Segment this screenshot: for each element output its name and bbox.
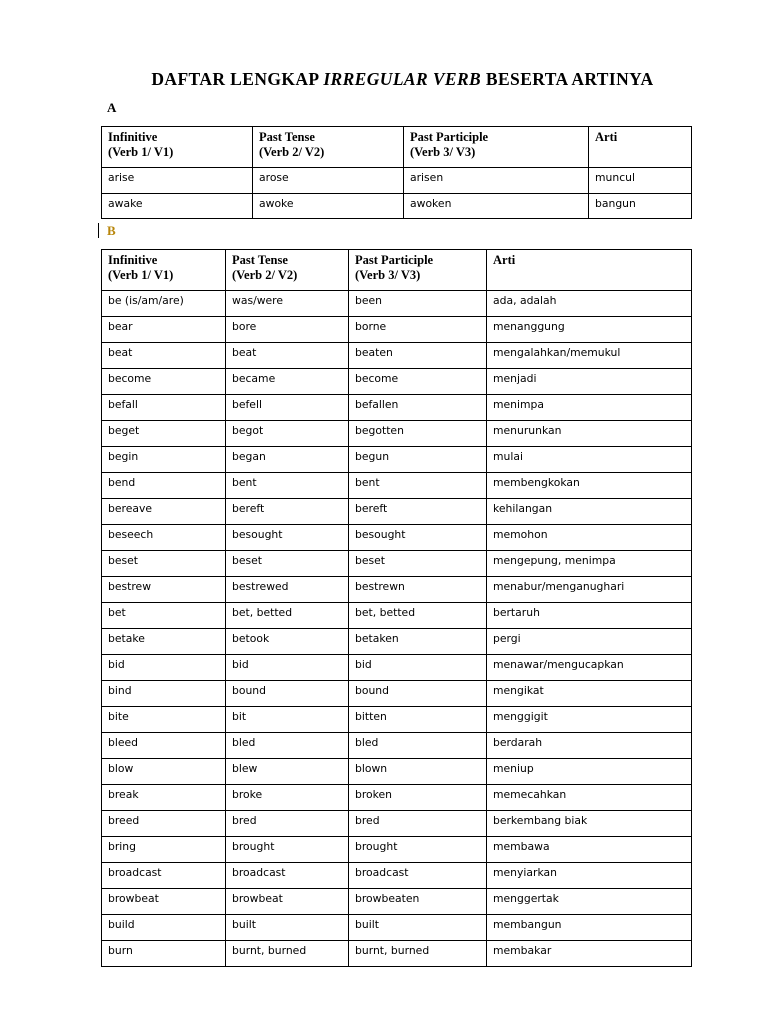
past-tense-cell: bent [226,473,349,499]
past-tense-cell: bestrewed [226,577,349,603]
past-tense-cell: beset [226,551,349,577]
table-row [102,473,692,499]
table-row [102,681,692,707]
past-participle-cell: bereft [349,499,487,525]
table-row [102,837,692,863]
arti-cell: menanggung [487,317,692,343]
infinitive-cell: bereave [102,499,226,525]
table-row [102,603,692,629]
arti-cell: muncul [589,168,692,194]
past-participle-cell: betaken [349,629,487,655]
arti-cell: menimpa [487,395,692,421]
table-row [102,785,692,811]
arti-cell: memecahkan [487,785,692,811]
header-past-tense: Past Tense (Verb 2/ V2) [226,250,349,291]
table-row [102,343,692,369]
table-row [102,707,692,733]
infinitive-cell: bend [102,473,226,499]
arti-cell: menjadi [487,369,692,395]
text-cursor [98,223,99,238]
table-row [102,889,692,915]
past-participle-cell: begun [349,447,487,473]
arti-cell: berkembang biak [487,811,692,837]
header-arti: Arti [487,250,692,291]
arti-cell: meniup [487,759,692,785]
infinitive-cell: befall [102,395,226,421]
table-row [102,499,692,525]
arti-cell: membawa [487,837,692,863]
past-participle-cell: become [349,369,487,395]
arti-cell: ada, adalah [487,291,692,317]
past-participle-cell: bitten [349,707,487,733]
header-arti: Arti [589,127,692,168]
past-tense-cell: betook [226,629,349,655]
past-participle-cell: built [349,915,487,941]
past-tense-cell: befell [226,395,349,421]
arti-cell: menurunkan [487,421,692,447]
past-tense-cell: arose [253,168,404,194]
past-tense-cell: built [226,915,349,941]
past-tense-cell: bet, betted [226,603,349,629]
arti-cell: mengikat [487,681,692,707]
infinitive-cell: bestrew [102,577,226,603]
table-row [102,759,692,785]
past-tense-cell: begot [226,421,349,447]
infinitive-cell: break [102,785,226,811]
past-participle-cell: bestrewn [349,577,487,603]
past-tense-cell: broke [226,785,349,811]
table-row [102,733,692,759]
arti-cell: menggertak [487,889,692,915]
table-row [102,317,692,343]
past-participle-cell: brought [349,837,487,863]
section-heading-a: A [107,100,117,115]
table-row [102,863,692,889]
table-row [102,395,692,421]
table-row [102,551,692,577]
arti-cell: kehilangan [487,499,692,525]
past-participle-cell: broken [349,785,487,811]
infinitive-cell: be (is/am/are) [102,291,226,317]
infinitive-cell: bear [102,317,226,343]
past-tense-cell: burnt, burned [226,941,349,967]
arti-cell: membakar [487,941,692,967]
past-participle-cell: arisen [404,168,589,194]
past-tense-cell: brought [226,837,349,863]
arti-cell: membengkokan [487,473,692,499]
past-tense-cell: was/were [226,291,349,317]
table-row [102,447,692,473]
title-part-2: IRREGULAR VERB [323,69,482,89]
arti-cell: pergi [487,629,692,655]
arti-cell: berdarah [487,733,692,759]
past-tense-cell: besought [226,525,349,551]
past-participle-cell: bet, betted [349,603,487,629]
table-row [102,525,692,551]
table-row [102,369,692,395]
past-tense-cell: bid [226,655,349,681]
table-row [102,915,692,941]
past-participle-cell: besought [349,525,487,551]
past-participle-cell: begotten [349,421,487,447]
past-tense-cell: bred [226,811,349,837]
past-participle-cell: burnt, burned [349,941,487,967]
past-participle-cell: awoken [404,193,589,219]
infinitive-cell: beat [102,343,226,369]
section-heading-b: B [107,223,116,238]
table-row [102,291,692,317]
title-part-3: BESERTA ARTINYA [481,69,654,89]
past-participle-cell: been [349,291,487,317]
infinitive-cell: beset [102,551,226,577]
table-row [102,655,692,681]
past-participle-cell: browbeaten [349,889,487,915]
infinitive-cell: beseech [102,525,226,551]
infinitive-cell: bet [102,603,226,629]
past-participle-cell: bred [349,811,487,837]
table-row [102,193,692,219]
past-tense-cell: began [226,447,349,473]
past-participle-cell: bled [349,733,487,759]
past-participle-cell: bid [349,655,487,681]
past-participle-cell: beset [349,551,487,577]
header-infinitive: Infinitive (Verb 1/ V1) [102,127,253,168]
arti-cell: menyiarkan [487,863,692,889]
infinitive-cell: bind [102,681,226,707]
verb-table-a [101,126,692,219]
infinitive-cell: awake [102,193,253,219]
past-tense-cell: bereft [226,499,349,525]
past-tense-cell: beat [226,343,349,369]
document-title [0,69,768,90]
verb-table-b [101,249,692,967]
infinitive-cell: bid [102,655,226,681]
infinitive-cell: bring [102,837,226,863]
past-tense-cell: bore [226,317,349,343]
past-participle-cell: blown [349,759,487,785]
arti-cell: mengalahkan/memukul [487,343,692,369]
past-tense-cell: bound [226,681,349,707]
arti-cell: mulai [487,447,692,473]
title-part-1: DAFTAR LENGKAP [151,69,324,89]
infinitive-cell: bite [102,707,226,733]
table-header-row [102,127,692,168]
infinitive-cell: burn [102,941,226,967]
past-participle-cell: beaten [349,343,487,369]
infinitive-cell: betake [102,629,226,655]
table-row [102,577,692,603]
past-participle-cell: broadcast [349,863,487,889]
table-row [102,811,692,837]
arti-cell: bertaruh [487,603,692,629]
infinitive-cell: arise [102,168,253,194]
past-tense-cell: blew [226,759,349,785]
infinitive-cell: bleed [102,733,226,759]
past-tense-cell: became [226,369,349,395]
table-row [102,941,692,967]
infinitive-cell: browbeat [102,889,226,915]
past-participle-cell: befallen [349,395,487,421]
arti-cell: menabur/menganughari [487,577,692,603]
past-participle-cell: borne [349,317,487,343]
table-row [102,629,692,655]
arti-cell: bangun [589,193,692,219]
header-past-participle: Past Participle (Verb 3/ V3) [404,127,589,168]
table-row [102,168,692,194]
arti-cell: menawar/mengucapkan [487,655,692,681]
past-tense-cell: browbeat [226,889,349,915]
infinitive-cell: broadcast [102,863,226,889]
infinitive-cell: begin [102,447,226,473]
past-tense-cell: broadcast [226,863,349,889]
infinitive-cell: breed [102,811,226,837]
table-header-row [102,250,692,291]
infinitive-cell: become [102,369,226,395]
past-tense-cell: bled [226,733,349,759]
past-tense-cell: awoke [253,193,404,219]
arti-cell: mengepung, menimpa [487,551,692,577]
arti-cell: memohon [487,525,692,551]
header-past-tense: Past Tense (Verb 2/ V2) [253,127,404,168]
infinitive-cell: build [102,915,226,941]
infinitive-cell: blow [102,759,226,785]
header-past-participle: Past Participle (Verb 3/ V3) [349,250,487,291]
past-participle-cell: bent [349,473,487,499]
header-infinitive: Infinitive (Verb 1/ V1) [102,250,226,291]
arti-cell: membangun [487,915,692,941]
past-participle-cell: bound [349,681,487,707]
arti-cell: menggigit [487,707,692,733]
past-tense-cell: bit [226,707,349,733]
table-row [102,421,692,447]
infinitive-cell: beget [102,421,226,447]
